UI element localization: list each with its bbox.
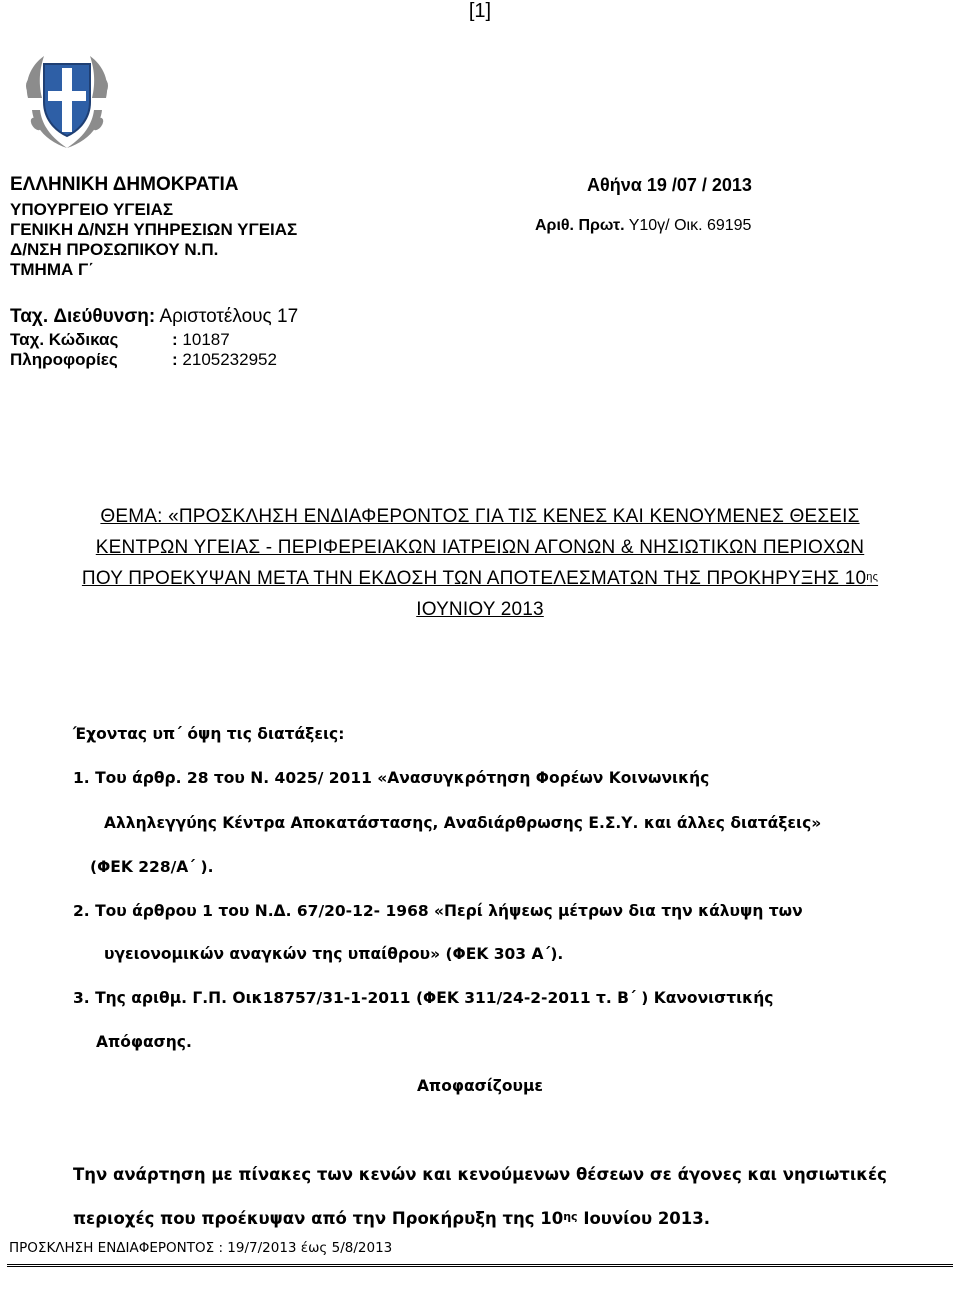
info-label: Πληροφορίες	[10, 350, 118, 369]
subject-line-3-text: ΠΟΥ ΠΡΟΕΚΥΨΑΝ ΜΕΤΑ ΤΗΝ ΕΚΔΟΣΗ ΤΩΝ ΑΠΟΤΕΛΕΣΜΑΤΩΝ ΤΗΣ ΠΡΟΚΗΡΥΞΗΣ 10	[81, 568, 867, 589]
item2-line-1: 2. Του άρθρου 1 του Ν.Δ. 67/20-12- 1968 «Περί λήψεως μέτρων δια την κάλυψη των	[73, 902, 803, 920]
protocol-value: Υ10γ/ Οικ. 69195	[628, 217, 752, 234]
final-line-2	[73, 1209, 710, 1228]
final-line-2-sup: ης	[563, 1210, 578, 1223]
postcode-label: Ταχ. Κώδικας	[10, 330, 119, 349]
final-line-2-end: Ιουνίου 2013.	[577, 1209, 711, 1228]
item1-line-1: 1. Του άρθρ. 28 του Ν. 4025/ 2011 «Ανασυγκρότηση Φορέων Κοινωνικής	[73, 769, 710, 787]
final-line-1: Την ανάρτηση με πίνακες των κενών και κενούμενων θέσεων σε άγονες και νησιωτικές	[73, 1165, 887, 1184]
date-value: 19 /07 / 2013	[646, 175, 752, 195]
header-department: ΤΜΗΜΑ Γ΄	[10, 260, 94, 279]
subject-line-1: ΘΕΜΑ: «ΠΡΟΣΚΛΗΣΗ ΕΝΔΙΑΦΕΡΟΝΤΟΣ ΓΙΑ ΤΙΣ ΚΕΝΕΣ ΚΑΙ ΚΕΝΟΥΜΕΝΕΣ ΘΕΣΕΙΣ	[100, 506, 860, 527]
date-label: Αθήνα	[587, 175, 642, 195]
postcode-colon: :	[172, 330, 178, 349]
address-line	[10, 306, 298, 328]
item3-line-1: 3. Της αριθμ. Γ.Π. Οικ18757/31-1-2011 (ΦΕΚ 311/24-2-2011 τ. Β΄ ) Κανονιστικής	[73, 989, 774, 1007]
subject-line-3-sup: ης	[866, 571, 879, 583]
protocol-line	[535, 217, 751, 235]
date-line	[587, 175, 752, 196]
footer-rule	[7, 1264, 953, 1267]
info-colon: :	[172, 350, 178, 369]
item2-line-2: υγειονομικών αναγκών της υπαίθρου» (ΦΕΚ 303 Α΄).	[104, 945, 564, 963]
item1-line-3: (ΦΕΚ 228/Α΄ ).	[90, 858, 214, 876]
protocol-label: Αριθ. Πρωτ.	[535, 217, 625, 234]
info-value: 2105232952	[182, 350, 277, 369]
final-line-2-text: περιοχές που προέκυψαν από την Προκήρυξη της 10	[73, 1209, 564, 1228]
address-value: Αριστοτέλους 17	[159, 306, 299, 327]
footer-text: ΠΡΟΣΚΛΗΣΗ ΕΝΔΙΑΦΕΡΟΝΤΟΣ : 19/7/2013 έως 5/8/2013	[9, 1240, 393, 1256]
header-directorate: Δ/ΝΣΗ ΠΡΟΣΩΠΙΚΟΥ Ν.Π.	[10, 240, 219, 259]
address-prefix: Ταχ.	[10, 306, 49, 327]
header-country: ΕΛΛΗΝΙΚΗ ΔΗΜΟΚΡΑΤΙΑ	[10, 174, 239, 195]
subject-line-4: ΙΟΥΝΙΟΥ 2013	[416, 599, 544, 620]
postcode-line	[172, 330, 230, 350]
body-intro: Έχοντας υπ΄ όψη τις διατάξεις:	[73, 725, 345, 743]
subject-line-2: ΚΕΝΤΡΩΝ ΥΓΕΙΑΣ - ΠΕΡΙΦΕΡΕΙΑΚΩΝ ΙΑΤΡΕΙΩΝ ΑΓΟΝΩΝ & ΝΗΣΙΩΤΙΚΩΝ ΠΕΡΙΟΧΩΝ	[95, 537, 865, 558]
page-marker: [1]	[468, 0, 492, 22]
address-label: Διεύθυνση:	[53, 306, 156, 327]
subject-line-3	[0, 563, 960, 597]
decision-heading: Αποφασίζουμε	[416, 1077, 544, 1095]
info-line	[172, 350, 277, 370]
item3-line-2: Απόφασης.	[96, 1033, 192, 1051]
header-general-directorate: ΓΕΝΙΚΗ Δ/ΝΣΗ ΥΠΗΡΕΣΙΩΝ ΥΓΕΙΑΣ	[10, 220, 298, 239]
greek-emblem-icon	[18, 46, 116, 152]
item1-line-2: Αλληλεγγύης Κέντρα Αποκατάστασης, Αναδιάρθρωσης Ε.Σ.Υ. και άλλες διατάξεις»	[104, 814, 822, 832]
header-ministry: ΥΠΟΥΡΓΕΙΟ ΥΓΕΙΑΣ	[10, 200, 174, 219]
postcode-value: 10187	[182, 330, 230, 349]
